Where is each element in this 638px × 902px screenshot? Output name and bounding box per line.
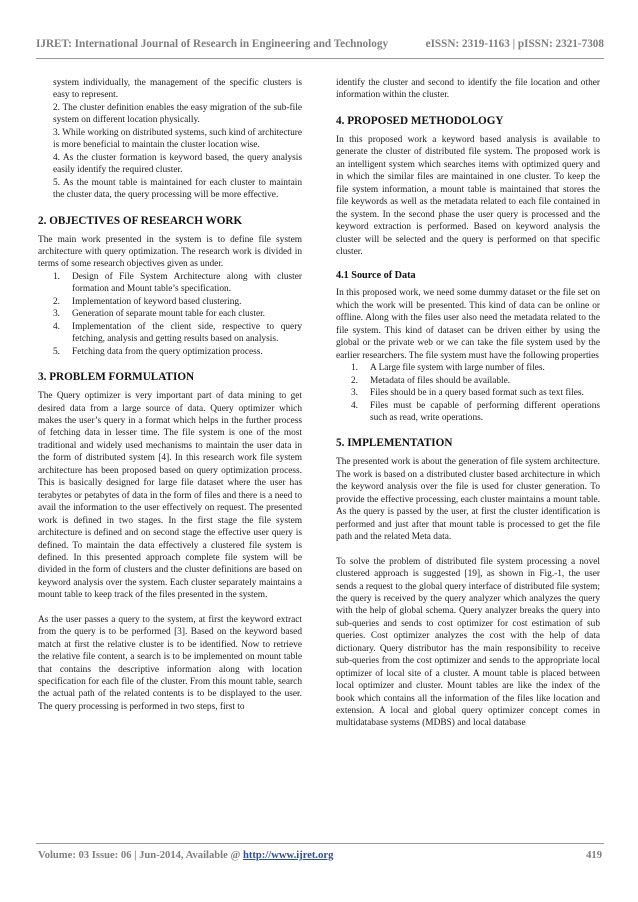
- section-heading-problem: 3. PROBLEM FORMULATION: [38, 371, 195, 384]
- journal-name: IJRET: International Journal of Research in Engineering and Technology: [36, 38, 389, 50]
- footer-rule: [36, 843, 604, 844]
- list-item: 2. Metadata of files should be available.: [350, 375, 511, 386]
- continued-paragraph: identify the cluster and second to identify the file location and other information within the cluster.: [336, 78, 600, 101]
- source-paragraph: In this proposed work, we need some dummy dataset or the file set on which the work will be presented. This kind of data can be online or offline. Along with the files user also need the metadata related to the file system. This kind of dataset can be driven either by using the global or the private web or we can take the file system used by the earlier researchers. The file system must have the following properties: [336, 288, 600, 361]
- intro-item: 5. As the mount table is maintained for each cluster to maintain the cluster data, the query processing will be more effective.: [53, 177, 302, 201]
- objectives-list: [38, 271, 302, 358]
- list-item: 5. Fetching data from the query optimization process.: [52, 346, 263, 357]
- issn-info: eISSN: 2319-1163 | pISSN: 2321-7308: [425, 38, 604, 50]
- section-heading-implementation: 5. IMPLEMENTATION: [336, 437, 453, 450]
- intro-item: 2. The cluster definition enables the easy migration of the sub-file system on different location physically.: [53, 102, 302, 126]
- subsection-heading-source: 4.1 Source of Data: [336, 270, 416, 282]
- intro-list: [38, 77, 302, 202]
- list-item: 3. Files should be in a query based format such as text files.: [350, 388, 584, 399]
- list-item: 4. Files must be capable of performing different operations such as read, write operations.: [350, 400, 600, 423]
- list-item: 2. Implementation of keyword based clustering.: [52, 296, 242, 307]
- implementation-paragraph-2: To solve the problem of distributed file system processing a novel clustered approach is suggested [19], as shown in Fig.-1, the user sends a request to the global query interface of distributed file system; the query is received by the query analyzer which analyzes the query with the help of global schema. Query analyzer breaks the query into sub-queries and sends to cost optimizer for cost estimation of sub queries. Cost optimizer analyzes the cost with the help of data dictionary. Query distributor has the main responsibility to receive sub-queries from the cost optimizer and sends to the appropriate local optimizer of local site of a cluster. A mount table is placed between local optimizer and cluster. Mount tables are like the index of the book which contains all the information of the files like location and extension. A local and global query optimizer concept comes in multidatabase systems (MDBS) and local database: [336, 556, 600, 729]
- list-item: 3. Generation of separate mount table for each cluster.: [52, 309, 266, 320]
- right-column: [336, 77, 600, 730]
- objectives-paragraph: The main work presented in the system is to define file system architecture with query optimization. The research work is divided in terms of some research objectives given as under.: [38, 234, 302, 270]
- list-item: 1. Design of File System Architecture along with cluster formation and Mount table’s specification.: [52, 271, 302, 295]
- properties-list: [336, 362, 600, 424]
- problem-paragraph-1: The Query optimizer is very important part of data mining to get desired data from a large source of data. Query optimizer which makes the user’s query in a format which helps in the further process of fetching data in lesser time. The file system is one of the most traditional and widely used mechanisms to maintain the user data in the form of distributed system [4]. In this research work file system architecture has been proposed based on query optimization process. This is basically designed for large file dataset where the user has terabytes or petabytes of data in the form of files and there is a need to avail the information to the user effectively on request. The presented work is defined in two stages. In the first stage the file system architecture is defined and on second stage the effective user query is defined. To maintain the data effectively a clustered file system is defined. In this presented approach complete file system will be divided in the form of clusters and the cluster definitions are based on keyword analysis over the system. Each cluster separately maintains a mount table to keep track of the files presented in the system.: [38, 391, 302, 601]
- header-rule: [36, 58, 604, 59]
- section-heading-methodology: 4. PROPOSED METHODOLOGY: [336, 114, 504, 127]
- problem-paragraph-2: As the user passes a query to the system, at first the keyword extract from the query is to be performed [3]. Based on the keyword based match at first the relative cluster is to be identified. Now to retrieve the relative file content, a search is to be implemented on mount table that contains the descriptive information along with location specification for each file of the cluster. From this mount table, search the actual path of the related contents is to be displayed to the user. The query processing is performed in two steps, first to: [38, 614, 302, 712]
- section-heading-objectives: 2. OBJECTIVES OF RESEARCH WORK: [38, 214, 243, 227]
- list-item: 1. A Large file system with large number of files.: [350, 363, 545, 374]
- running-header: [36, 38, 604, 50]
- left-column: [38, 77, 302, 713]
- volume-info: Volume: 03 Issue: 06 | Jun-2014, Available @ http://www.ijret.org: [38, 850, 334, 861]
- intro-item: system individually, the management of the specific clusters is easy to represent.: [53, 78, 302, 101]
- methodology-paragraph: In this proposed work a keyword based analysis is available to generate the cluster of distributed file system. The proposed work is an intelligent system which searches items with optimized query and in which the similar files are maintained in one cluster. To keep the file system information, a mount table is maintained that stores the file keywords as well as the metadata related to each file contained in the system. In the second phase the user query is processed and the keyword extraction is performed. Based on keyword analysis the cluster will be selected and the query is performed on that specific cluster.: [336, 134, 600, 257]
- intro-item: 4. As the cluster formation is keyword based, the query analysis easily identify the required cluster.: [53, 152, 302, 176]
- intro-item: 3. While working on distributed systems, such kind of architecture is more beneficial to maintain the cluster location wise.: [53, 127, 302, 151]
- implementation-paragraph-1: The presented work is about the generation of file system architecture. The work is based on a distributed cluster based architecture in which the keyword analysis over the file is used for cluster generation. To provide the effective processing, each cluster maintains a mount table. As the query is passed by the user, at first the cluster identification is performed and just after that mount table is processed to get the file path and the related Meta data.: [336, 457, 600, 543]
- journal-link[interactable]: http://www.ijret.org: [242, 850, 334, 861]
- page-number: 419: [586, 850, 602, 861]
- running-footer: [38, 850, 602, 861]
- list-item: 4. Implementation of the client side, respective to query fetching, analysis and getting results based on analysis.: [52, 321, 302, 345]
